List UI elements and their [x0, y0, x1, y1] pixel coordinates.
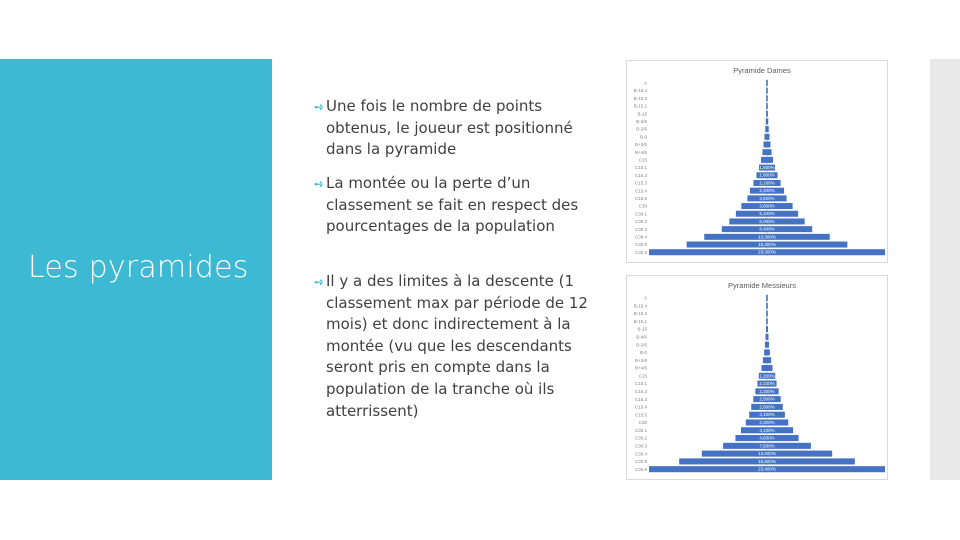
category-label: C30.6 — [634, 466, 647, 472]
data-label: 2,500% — [759, 396, 775, 402]
category-label: B-4/6 — [636, 334, 647, 340]
category-label: C15.4 — [634, 188, 647, 194]
data-label: 3,600% — [759, 203, 775, 209]
category-label: C15.3 — [634, 180, 647, 186]
category-label: A — [643, 80, 647, 86]
category-label: C15.5 — [634, 195, 647, 201]
pyramid-bar — [766, 80, 768, 86]
slide-title: Les pyramides — [28, 250, 249, 285]
category-label: B+4/6 — [635, 365, 647, 371]
data-label: 13,300% — [758, 234, 776, 240]
category-label: B+2/6 — [635, 357, 647, 363]
pyramid-bar — [766, 295, 768, 301]
arrow-bullet-icon: ➺ — [314, 275, 325, 289]
bullet-text-3: Il y a des limites à la descente (1 classement max par période de 12 mois) et donc indirectement à la montée (vu que les descendants seront pris en compte dans la population de la tranche où ils atterrissent) — [326, 272, 588, 420]
category-label: C15.1 — [634, 165, 647, 171]
bullet-text-2: La montée ou la perte d’un classement se fait en respect des pourcentages de la population — [326, 174, 579, 236]
category-label: C15.2 — [634, 388, 647, 394]
category-label: C30.1 — [634, 211, 647, 217]
category-label: C15.2 — [634, 172, 647, 178]
category-label: C30 — [638, 203, 647, 209]
bullet-text-1: Une fois le nombre de points obtenus, le joueur est positionné dans la pyramide — [326, 97, 573, 159]
pyramid-bar — [764, 349, 770, 355]
category-label: B-15.4 — [633, 88, 647, 94]
bullet-item-3 — [308, 271, 588, 422]
pyramid-bar — [762, 149, 771, 155]
data-label: 1,800% — [759, 172, 775, 178]
pyramid-bar — [766, 118, 769, 124]
pyramid-bar — [763, 141, 770, 147]
data-label: 2,100% — [759, 180, 775, 186]
pyramid-bar — [766, 326, 768, 332]
data-label: 16,600% — [758, 458, 776, 464]
data-label: 16,300% — [758, 241, 776, 247]
data-label: 8,400% — [759, 226, 775, 232]
data-label: 1,200% — [759, 373, 775, 379]
data-label: 4,600% — [759, 435, 775, 441]
category-label: B-15.1 — [633, 103, 647, 109]
data-label: 23,400% — [758, 466, 776, 472]
chart-messieurs-svg — [627, 276, 887, 479]
category-label: C30 — [638, 420, 647, 426]
data-label: 2,400% — [759, 188, 775, 194]
pyramid-bar — [766, 310, 768, 316]
category-label: B-0 — [639, 350, 647, 356]
data-label: 5,100% — [759, 211, 775, 217]
arrow-bullet-icon: ➺ — [314, 177, 325, 191]
category-label: C30.5 — [634, 459, 647, 465]
chart-pyramide-dames — [626, 60, 888, 263]
chart-dames-svg — [627, 61, 887, 262]
data-label: 6,000% — [759, 218, 775, 224]
data-label: 1,500% — [759, 165, 775, 171]
chart-title: Pyramide Dames — [733, 66, 791, 75]
pyramid-bar — [765, 342, 769, 348]
arrow-bullet-icon: ➺ — [314, 100, 325, 114]
category-label: C15 — [638, 157, 647, 163]
category-label: B-15.2 — [633, 95, 647, 101]
category-label: B-15.4 — [633, 303, 647, 309]
category-label: C30.6 — [634, 249, 647, 255]
category-label: B-15 — [637, 111, 647, 117]
data-label: 13,600% — [758, 451, 776, 457]
category-label: B-2/6 — [636, 342, 647, 348]
right-margin-strip — [930, 59, 960, 480]
category-label: B-2/6 — [636, 126, 647, 132]
category-label: C15.3 — [634, 396, 647, 402]
category-label: C30.3 — [634, 226, 647, 232]
data-label: 2,300% — [759, 388, 775, 394]
category-label: C30.4 — [634, 234, 647, 240]
category-label: C30.2 — [634, 219, 647, 225]
category-label: C30.2 — [634, 435, 647, 441]
pyramid-bar — [761, 157, 773, 163]
category-label: B+2/6 — [635, 142, 647, 148]
pyramid-bar — [766, 303, 768, 309]
data-label: 23,300% — [758, 249, 776, 255]
category-label: B-15.2 — [633, 311, 647, 317]
pyramid-bar — [766, 95, 768, 101]
pyramid-bar — [766, 318, 768, 324]
category-label: B+4/6 — [635, 149, 647, 155]
chart-pyramide-messieurs — [626, 275, 888, 480]
bullet-item-1 — [308, 96, 588, 161]
category-label: B-15 — [637, 326, 647, 332]
pyramid-bar — [766, 103, 768, 109]
pyramid-bar — [765, 126, 769, 132]
data-label: 3,300% — [759, 419, 775, 425]
data-label: 4,100% — [759, 427, 775, 433]
category-label: C15 — [638, 373, 647, 379]
category-label: C15.5 — [634, 412, 647, 418]
category-label: B-4/6 — [636, 119, 647, 125]
data-label: 2,600% — [759, 404, 775, 410]
pyramid-bar — [766, 111, 768, 117]
category-label: C30.4 — [634, 451, 647, 457]
chart-title: Pyramide Messieurs — [728, 281, 796, 290]
data-label: 3,100% — [759, 412, 775, 418]
category-label: A — [643, 295, 647, 301]
data-label: 3,500% — [759, 195, 775, 201]
category-label: C30.1 — [634, 427, 647, 433]
category-label: C30.3 — [634, 443, 647, 449]
pyramid-bar — [765, 334, 768, 340]
category-label: B-0 — [639, 134, 647, 140]
pyramid-bar — [764, 134, 769, 140]
category-label: B-15.1 — [633, 318, 647, 324]
pyramid-bar — [762, 365, 773, 371]
category-label: C15.4 — [634, 404, 647, 410]
pyramid-bar — [766, 88, 768, 94]
pyramid-bar — [763, 357, 771, 363]
data-label: 2,100% — [759, 381, 775, 387]
category-label: C30.5 — [634, 242, 647, 248]
category-label: C15.1 — [634, 381, 647, 387]
data-label: 7,500% — [759, 443, 775, 449]
bullet-item-2 — [308, 173, 588, 238]
